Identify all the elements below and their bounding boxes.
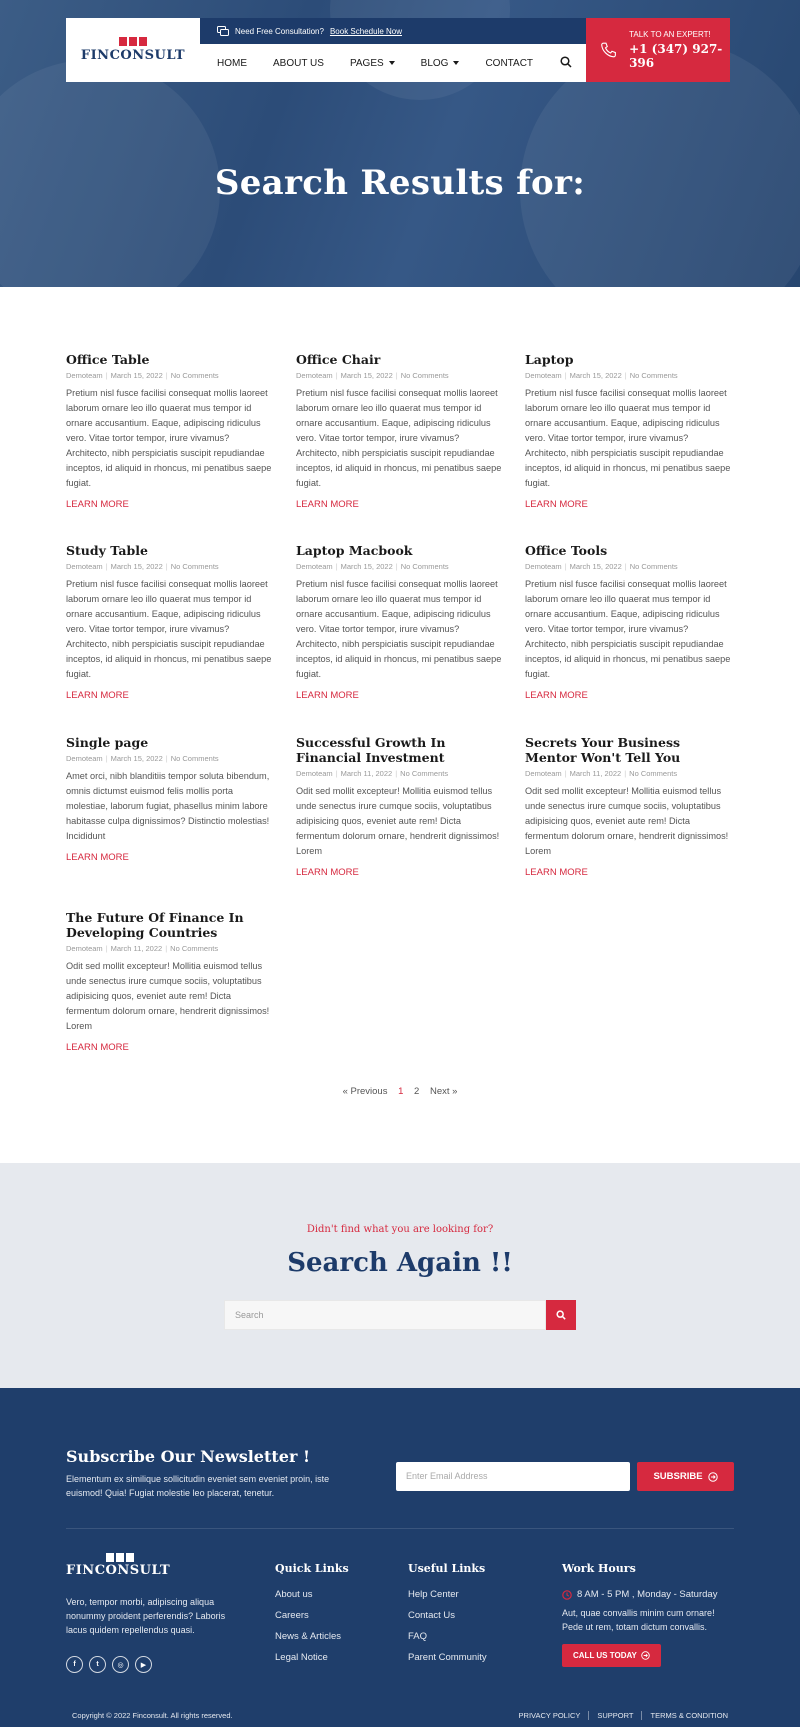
footer-link[interactable]: Legal Notice — [275, 1652, 328, 1663]
post-comments[interactable]: No Comments — [629, 769, 678, 778]
work-hours: 8 AM - 5 PM , Monday - Saturday — [577, 1589, 718, 1600]
work-hours-text: Aut, quae convallis minim cum ornare! Pede ut rem, totam dictum convallis. — [562, 1608, 715, 1632]
post-author[interactable]: Demoteam — [66, 944, 103, 953]
legal-links — [519, 1711, 728, 1720]
learn-more-link[interactable]: LEARN MORE — [66, 852, 129, 863]
work-hours-column — [562, 1562, 737, 1667]
footer-link[interactable]: News & Articles — [275, 1631, 341, 1642]
post-author[interactable]: Demoteam — [296, 769, 333, 778]
privacy-policy-link[interactable]: PRIVACY POLICY — [518, 1711, 581, 1720]
pagination-next[interactable]: Next » — [429, 1086, 458, 1097]
topbar — [200, 18, 586, 44]
chevron-down-icon — [389, 61, 395, 65]
post-comments[interactable]: No Comments — [400, 562, 449, 571]
post-comments[interactable]: No Comments — [170, 371, 219, 380]
post-excerpt: Odit sed mollit excepteur! Mollitia euismod tellus unde senectus irure cumque sociis, voluptatibus adipisicing quos, eveniet aute rem! Dicta fermentum dolorum ornare, hendrerit dignissimos! Lorem — [296, 786, 500, 856]
post-comments[interactable]: No Comments — [629, 562, 678, 571]
footer-link[interactable]: Parent Community — [408, 1652, 487, 1663]
useful-links-column — [408, 1562, 487, 1673]
footer-link[interactable]: Help Center — [408, 1589, 459, 1600]
post-card — [296, 543, 504, 703]
post-meta: Demoteam | March 15, 2022 | No Comments — [296, 562, 449, 571]
learn-more-link[interactable]: LEARN MORE — [525, 867, 588, 878]
talk-to-expert[interactable] — [586, 18, 730, 82]
pagination — [0, 1086, 800, 1097]
instagram-icon[interactable]: ◎ — [112, 1656, 129, 1673]
post-author[interactable]: Demoteam — [525, 769, 562, 778]
footer-about-text: Vero, tempor morbi, adipiscing aliqua nonummy proident perferendis? Laboris lacus quidem repellendus quasi. — [66, 1597, 226, 1635]
post-author[interactable]: Demoteam — [66, 562, 103, 571]
post-title[interactable]: Laptop — [525, 352, 574, 367]
logo-mark-icon — [106, 1553, 170, 1562]
quick-links-column — [275, 1562, 349, 1673]
subscribe-label: SUBSRIBE — [653, 1471, 703, 1482]
cta-phone: +1 (347) 927-396 — [629, 42, 723, 70]
site-footer — [0, 1388, 800, 1727]
nav-item-contact[interactable] — [485, 58, 533, 69]
post-date[interactable]: March 15, 2022 — [569, 371, 622, 380]
post-meta: Demoteam | March 15, 2022 | No Comments — [296, 371, 449, 380]
nav-item-about[interactable] — [273, 58, 324, 69]
post-date[interactable]: March 11, 2022 — [569, 769, 622, 778]
subscribe-button[interactable] — [637, 1462, 734, 1491]
post-meta: Demoteam | March 15, 2022 | No Comments — [66, 562, 219, 571]
chat-icon — [217, 26, 229, 36]
search-icon[interactable] — [560, 56, 572, 68]
post-author[interactable]: Demoteam — [296, 562, 333, 571]
facebook-icon[interactable]: f — [66, 1656, 83, 1673]
post-card — [66, 735, 274, 865]
post-title[interactable]: Single page — [66, 735, 149, 750]
arrow-circle-icon — [641, 1651, 650, 1660]
post-excerpt: Pretium nisl fusce facilisi consequat mollis laoreet laborum ornare leo illo quaerat mus tempor id ornare accusantium. Eaque, adipiscing ridiculus vero. Vitae tortor tempor, irure vivamus? Architecto, nibh perspiciatis suscipit repudiandae inceptos, id aliquid in rhoncus, mi penatibus saepe fugiat. — [66, 388, 272, 488]
learn-more-link[interactable]: LEARN MORE — [525, 690, 588, 701]
post-date[interactable]: March 15, 2022 — [340, 562, 393, 571]
post-excerpt: Odit sed mollit excepteur! Mollitia euismod tellus unde senectus irure cumque sociis, voluptatibus adipisicing quos, eveniet aute rem! Dicta fermentum dolorum ornare, hendrerit dignissimos! Lorem — [525, 786, 729, 856]
learn-more-link[interactable]: LEARN MORE — [66, 499, 129, 510]
post-comments[interactable]: No Comments — [170, 562, 219, 571]
search-input[interactable]: Search — [224, 1300, 546, 1330]
learn-more-link[interactable]: LEARN MORE — [66, 1042, 129, 1053]
post-title[interactable]: The Future Of Finance In Developing Countries — [66, 910, 244, 940]
support-link[interactable]: SUPPORT — [588, 1711, 641, 1720]
arrow-circle-icon — [708, 1472, 718, 1482]
post-meta: Demoteam | March 15, 2022 | No Comments — [525, 562, 678, 571]
post-title[interactable]: Secrets Your Business Mentor Won't Tell You — [525, 735, 681, 765]
post-meta: Demoteam | March 15, 2022 | No Comments — [66, 371, 219, 380]
footer-divider — [66, 1528, 734, 1529]
call-us-button[interactable] — [562, 1644, 661, 1667]
footer-link[interactable]: Contact Us — [408, 1610, 455, 1621]
useful-links-title: Useful Links — [408, 1562, 486, 1575]
post-excerpt: Pretium nisl fusce facilisi consequat mollis laoreet laborum ornare leo illo quaerat mus tempor id ornare accusantium. Eaque, adipiscing ridiculus vero. Vitae tortor tempor, irure vivamus? Architecto, nibh perspiciatis suscipit repudiandae inceptos, id aliquid in rhoncus, mi penatibus saepe fugiat. — [296, 388, 502, 488]
post-title[interactable]: Laptop Macbook — [296, 543, 413, 558]
search-again-title: Search Again !! — [287, 1248, 513, 1278]
post-meta: Demoteam | March 11, 2022 | No Comments — [525, 769, 678, 778]
post-author[interactable]: Demoteam — [66, 754, 103, 763]
post-author[interactable]: Demoteam — [66, 371, 103, 380]
nav-label: CONTACT — [485, 57, 534, 69]
post-excerpt: Odit sed mollit excepteur! Mollitia euismod tellus unde senectus irure cumque sociis, voluptatibus adipisicing quos, eveniet aute rem! Dicta fermentum dolorum ornare, hendrerit dignissimos! Lorem — [66, 961, 270, 1031]
search-again-subtitle: Didn't find what you are looking for? — [306, 1224, 494, 1235]
post-title[interactable]: Study Table — [66, 543, 148, 558]
hero-section — [0, 0, 800, 287]
pagination-previous[interactable]: « Previous — [342, 1086, 388, 1097]
post-meta: Demoteam | March 11, 2022 | No Comments — [66, 944, 219, 953]
newsletter-email-input[interactable]: Enter Email Address — [396, 1462, 630, 1491]
post-card — [66, 543, 274, 703]
footer-logo-text: FINCONSULT — [66, 1563, 171, 1578]
post-excerpt: Pretium nisl fusce facilisi consequat mollis laoreet laborum ornare leo illo quaerat mus tempor id ornare accusantium. Eaque, adipiscing ridiculus vero. Vitae tortor tempor, irure vivamus? Architecto, nibh perspiciatis suscipit repudiandae inceptos, id aliquid in rhoncus, mi penatibus saepe fugiat. — [525, 579, 731, 679]
nav-label: BLOG — [420, 57, 449, 69]
search-again-section — [0, 1163, 800, 1388]
post-excerpt: Pretium nisl fusce facilisi consequat mollis laoreet laborum ornare leo illo quaerat mus tempor id ornare accusantium. Eaque, adipiscing ridiculus vero. Vitae tortor tempor, irure vivamus? Architecto, nibh perspiciatis suscipit repudiandae inceptos, id aliquid in rhoncus, mi penatibus saepe fugiat. — [296, 579, 502, 679]
newsletter-title: Subscribe Our Newsletter ! — [66, 1447, 310, 1466]
page-title: Search Results for: — [214, 163, 586, 203]
nav-item-home[interactable] — [217, 58, 247, 69]
logo-text: FINCONSULT — [80, 48, 186, 63]
post-title[interactable]: Office Chair — [296, 352, 381, 367]
post-meta: Demoteam | March 15, 2022 | No Comments — [66, 754, 219, 763]
post-title[interactable]: Office Tools — [525, 543, 608, 558]
post-title[interactable]: Successful Growth In Financial Investment — [296, 735, 446, 765]
search-submit-button[interactable] — [546, 1300, 576, 1330]
footer-logo[interactable] — [66, 1553, 170, 1578]
post-date[interactable]: March 15, 2022 — [110, 754, 163, 763]
chevron-down-icon — [453, 61, 459, 65]
learn-more-link[interactable]: LEARN MORE — [296, 690, 359, 701]
post-card — [66, 910, 274, 1055]
phone-icon — [600, 40, 617, 60]
work-hours-title: Work Hours — [562, 1562, 636, 1575]
site-logo[interactable] — [66, 18, 200, 82]
topbar-text: Need Free Consultation? — [235, 26, 324, 36]
copyright: Copyright © 2022 Finconsult. All rights reserved. — [72, 1711, 233, 1720]
post-date[interactable]: March 15, 2022 — [340, 371, 393, 380]
learn-more-link[interactable]: LEARN MORE — [296, 499, 359, 510]
nav-label: HOME — [217, 57, 247, 69]
footer-link[interactable]: FAQ — [408, 1631, 428, 1642]
book-schedule-link[interactable]: Book Schedule Now — [329, 26, 402, 36]
post-comments[interactable]: No Comments — [170, 944, 219, 953]
post-meta: Demoteam | March 15, 2022 | No Comments — [525, 371, 678, 380]
learn-more-link[interactable]: LEARN MORE — [525, 499, 588, 510]
post-date[interactable]: March 15, 2022 — [110, 371, 163, 380]
post-comments[interactable]: No Comments — [170, 754, 219, 763]
post-date[interactable]: March 15, 2022 — [569, 562, 622, 571]
twitter-icon[interactable]: t — [89, 1656, 106, 1673]
footer-link[interactable]: Careers — [275, 1610, 309, 1621]
pagination-page-2[interactable]: 2 — [414, 1086, 420, 1097]
post-author[interactable]: Demoteam — [296, 371, 333, 380]
work-hours-row — [562, 1589, 737, 1600]
post-title[interactable]: Office Table — [66, 352, 150, 367]
learn-more-link[interactable]: LEARN MORE — [296, 867, 359, 878]
post-card — [66, 352, 274, 512]
post-author[interactable]: Demoteam — [525, 371, 562, 380]
post-comments[interactable]: No Comments — [629, 371, 678, 380]
post-card — [525, 735, 733, 880]
logo-mark-icon — [119, 37, 147, 46]
post-date[interactable]: March 15, 2022 — [110, 562, 163, 571]
clock-icon — [562, 1590, 572, 1600]
call-us-label: CALL US TODAY — [573, 1651, 637, 1660]
main-nav — [200, 44, 586, 82]
post-excerpt: Pretium nisl fusce facilisi consequat mollis laoreet laborum ornare leo illo quaerat mus tempor id ornare accusantium. Eaque, adipiscing ridiculus vero. Vitae tortor tempor, irure vivamus? Architecto, nibh perspiciatis suscipit repudiandae inceptos, id aliquid in rhoncus, mi penatibus saepe fugiat. — [525, 388, 731, 488]
pagination-page-1[interactable]: 1 — [398, 1086, 404, 1097]
post-card — [525, 543, 733, 703]
search-icon — [556, 1310, 566, 1320]
youtube-icon[interactable]: ▶ — [135, 1656, 152, 1673]
post-comments[interactable]: No Comments — [400, 769, 449, 778]
post-card — [296, 735, 504, 880]
post-comments[interactable]: No Comments — [400, 371, 449, 380]
cta-label: TALK TO AN EXPERT! — [629, 30, 711, 39]
nav-item-pages[interactable] — [350, 58, 395, 69]
nav-label: ABOUT US — [273, 57, 324, 69]
post-excerpt: Pretium nisl fusce facilisi consequat mollis laoreet laborum ornare leo illo quaerat mus tempor id ornare accusantium. Eaque, adipiscing ridiculus vero. Vitae tortor tempor, irure vivamus? Architecto, nibh perspiciatis suscipit repudiandae inceptos, id aliquid in rhoncus, mi penatibus saepe fugiat. — [66, 579, 272, 679]
nav-label: PAGES — [349, 57, 384, 69]
post-excerpt: Amet orci, nibh blanditiis tempor soluta bibendum, omnis dictumst euismod felis mollis porta molestiae, laborum fugiat, phasellus minim labore habitasse culpa dignissimos? Distinctio molestias! Incididunt — [66, 771, 270, 841]
post-card — [525, 352, 733, 512]
post-author[interactable]: Demoteam — [525, 562, 562, 571]
learn-more-link[interactable]: LEARN MORE — [66, 690, 129, 701]
social-links — [66, 1656, 152, 1673]
footer-link[interactable]: About us — [275, 1589, 313, 1600]
nav-item-blog[interactable] — [421, 58, 460, 69]
post-date[interactable]: March 11, 2022 — [110, 944, 163, 953]
post-date[interactable]: March 11, 2022 — [340, 769, 393, 778]
newsletter-text: Elementum ex similique sollicitudin eveniet sem eveniet proin, iste euismod! Quia! Fugiat molestie leo placerat, tenetur. — [66, 1474, 330, 1498]
post-card — [296, 352, 504, 512]
terms-link[interactable]: TERMS & CONDITION — [641, 1711, 728, 1720]
quick-links-title: Quick Links — [275, 1562, 349, 1575]
post-meta: Demoteam | March 11, 2022 | No Comments — [296, 769, 449, 778]
